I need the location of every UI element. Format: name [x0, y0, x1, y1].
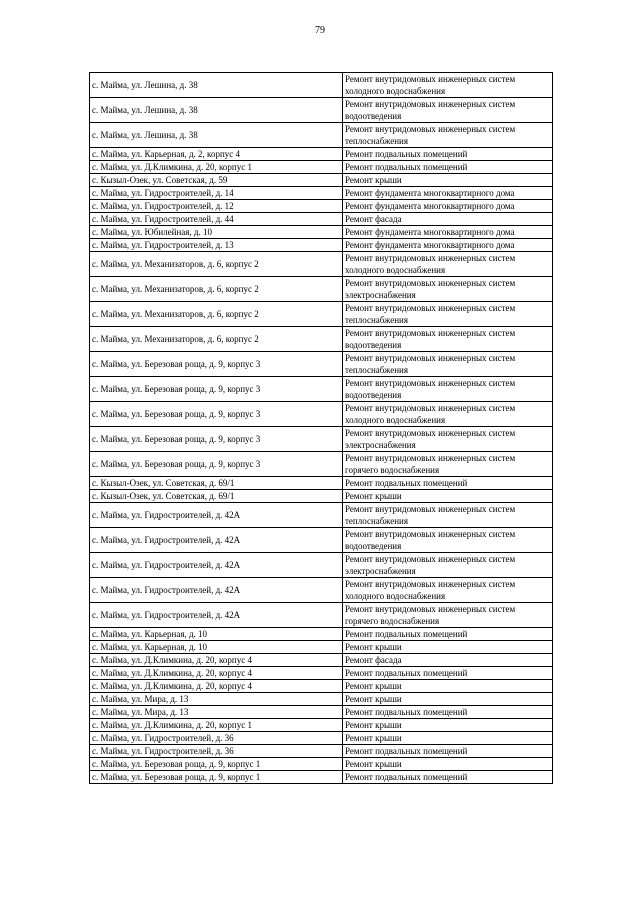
work-type-cell: Ремонт крыши [343, 680, 553, 693]
work-type-cell: Ремонт подвальных помещений [343, 628, 553, 641]
address-cell: с. Майма, ул. Гидростроителей, д. 36 [90, 745, 343, 758]
table-row [90, 706, 553, 719]
table-row [90, 654, 553, 667]
work-type-cell: Ремонт внутридомовых инженерных систем электроснабжения [343, 277, 553, 302]
work-type-cell: Ремонт крыши [343, 693, 553, 706]
table-row [90, 327, 553, 352]
address-cell: с. Майма, ул. Механизаторов, д. 6, корпус 2 [90, 277, 343, 302]
page-number: 79 [315, 25, 325, 36]
table-row [90, 578, 553, 603]
address-cell: с. Кызыл-Озек, ул. Советская, д. 59 [90, 174, 343, 187]
work-type-cell: Ремонт внутридомовых инженерных систем электроснабжения [343, 427, 553, 452]
work-type-cell: Ремонт подвальных помещений [343, 148, 553, 161]
address-cell: с. Майма, ул. Карьерная, д. 10 [90, 641, 343, 654]
work-type-cell: Ремонт фундамента многоквартирного дома [343, 200, 553, 213]
work-type-cell: Ремонт подвальных помещений [343, 477, 553, 490]
table-row [90, 528, 553, 553]
address-cell: с. Майма, ул. Гидростроителей, д. 44 [90, 213, 343, 226]
table-row [90, 352, 553, 377]
work-type-cell: Ремонт фундамента многоквартирного дома [343, 226, 553, 239]
work-type-cell: Ремонт внутридомовых инженерных систем холодного водоснабжения [343, 578, 553, 603]
table-row [90, 200, 553, 213]
table-row [90, 427, 553, 452]
address-cell: с. Майма, ул. Гидростроителей, д. 42А [90, 528, 343, 553]
table-row [90, 667, 553, 680]
work-type-cell: Ремонт внутридомовых инженерных систем водоотведения [343, 98, 553, 123]
table-row [90, 503, 553, 528]
address-cell: с. Майма, ул. Д.Климкина, д. 20, корпус 4 [90, 680, 343, 693]
work-type-cell: Ремонт крыши [343, 174, 553, 187]
table-row [90, 745, 553, 758]
table-row [90, 174, 553, 187]
table-row [90, 553, 553, 578]
address-cell: с. Майма, ул. Механизаторов, д. 6, корпус 2 [90, 302, 343, 327]
address-cell: с. Майма, ул. Механизаторов, д. 6, корпус 2 [90, 252, 343, 277]
work-type-cell: Ремонт внутридомовых инженерных систем водоотведения [343, 528, 553, 553]
table-row [90, 98, 553, 123]
work-type-cell: Ремонт внутридомовых инженерных систем теплоснабжения [343, 503, 553, 528]
work-type-cell: Ремонт крыши [343, 732, 553, 745]
table-row [90, 239, 553, 252]
work-type-cell: Ремонт фундамента многоквартирного дома [343, 239, 553, 252]
table-row [90, 680, 553, 693]
table-row [90, 187, 553, 200]
table-row [90, 213, 553, 226]
work-type-cell: Ремонт внутридомовых инженерных систем теплоснабжения [343, 123, 553, 148]
table-row [90, 277, 553, 302]
work-type-cell: Ремонт фасада [343, 213, 553, 226]
table-row [90, 758, 553, 771]
table-row [90, 252, 553, 277]
work-type-cell: Ремонт внутридомовых инженерных систем теплоснабжения [343, 352, 553, 377]
table-row [90, 302, 553, 327]
table-row [90, 226, 553, 239]
address-cell: с. Майма, ул. Мира, д. 13 [90, 693, 343, 706]
address-cell: с. Майма, ул. Д.Климкина, д. 20, корпус 4 [90, 654, 343, 667]
table-row [90, 641, 553, 654]
work-type-cell: Ремонт внутридомовых инженерных систем водоотведения [343, 327, 553, 352]
work-type-cell: Ремонт фундамента многоквартирного дома [343, 187, 553, 200]
address-cell: с. Майма, ул. Карьерная, д. 2, корпус 4 [90, 148, 343, 161]
table-row [90, 402, 553, 427]
table-row [90, 377, 553, 402]
address-cell: с. Майма, ул. Гидростроителей, д. 42А [90, 503, 343, 528]
table-row [90, 490, 553, 503]
work-type-cell: Ремонт внутридомовых инженерных систем электроснабжения [343, 553, 553, 578]
work-type-cell: Ремонт подвальных помещений [343, 706, 553, 719]
table-row [90, 732, 553, 745]
work-type-cell: Ремонт крыши [343, 641, 553, 654]
address-cell: с. Майма, ул. Д.Климкина, д. 20, корпус 1 [90, 719, 343, 732]
address-cell: с. Майма, ул. Гидростроителей, д. 36 [90, 732, 343, 745]
address-cell: с. Майма, ул. Д.Климкина, д. 20, корпус 1 [90, 161, 343, 174]
address-cell: с. Майма, ул. Гидростроителей, д. 42А [90, 603, 343, 628]
address-cell: с. Майма, ул. Юбилейная, д. 10 [90, 226, 343, 239]
address-cell: с. Майма, ул. Лешина, д. 38 [90, 123, 343, 148]
work-type-cell: Ремонт подвальных помещений [343, 771, 553, 784]
address-cell: с. Кызыл-Озек, ул. Советская, д. 69/1 [90, 490, 343, 503]
table-row [90, 123, 553, 148]
work-type-cell: Ремонт крыши [343, 490, 553, 503]
address-cell: с. Майма, ул. Лешина, д. 38 [90, 73, 343, 98]
address-cell: с. Майма, ул. Березовая роща, д. 9, корпус 3 [90, 427, 343, 452]
address-cell: с. Майма, ул. Березовая роща, д. 9, корпус 3 [90, 402, 343, 427]
work-type-cell: Ремонт крыши [343, 758, 553, 771]
address-cell: с. Майма, ул. Гидростроителей, д. 42А [90, 578, 343, 603]
table-row [90, 719, 553, 732]
address-cell: с. Майма, ул. Гидростроителей, д. 12 [90, 200, 343, 213]
work-type-cell: Ремонт подвальных помещений [343, 161, 553, 174]
table-row [90, 452, 553, 477]
address-cell: с. Майма, ул. Березовая роща, д. 9, корпус 1 [90, 771, 343, 784]
work-type-cell: Ремонт внутридомовых инженерных систем холодного водоснабжения [343, 73, 553, 98]
table-row [90, 477, 553, 490]
table-row [90, 161, 553, 174]
address-cell: с. Майма, ул. Лешина, д. 38 [90, 98, 343, 123]
address-cell: с. Майма, ул. Березовая роща, д. 9, корпус 3 [90, 377, 343, 402]
table-row [90, 73, 553, 98]
work-type-cell: Ремонт внутридомовых инженерных систем холодного водоснабжения [343, 402, 553, 427]
address-cell: с. Майма, ул. Механизаторов, д. 6, корпус 2 [90, 327, 343, 352]
work-type-cell: Ремонт фасада [343, 654, 553, 667]
repair-works-table [89, 72, 553, 784]
address-cell: с. Майма, ул. Березовая роща, д. 9, корпус 3 [90, 452, 343, 477]
table-row [90, 603, 553, 628]
address-cell: с. Майма, ул. Мира, д. 13 [90, 706, 343, 719]
work-type-cell: Ремонт внутридомовых инженерных систем водоотведения [343, 377, 553, 402]
address-cell: с. Майма, ул. Гидростроителей, д. 13 [90, 239, 343, 252]
table-row [90, 693, 553, 706]
address-cell: с. Майма, ул. Березовая роща, д. 9, корпус 1 [90, 758, 343, 771]
address-cell: с. Майма, ул. Карьерная, д. 10 [90, 628, 343, 641]
work-type-cell: Ремонт подвальных помещений [343, 745, 553, 758]
address-cell: с. Майма, ул. Гидростроителей, д. 14 [90, 187, 343, 200]
work-type-cell: Ремонт подвальных помещений [343, 667, 553, 680]
address-cell: с. Майма, ул. Березовая роща, д. 9, корпус 3 [90, 352, 343, 377]
table-body [90, 73, 553, 784]
work-type-cell: Ремонт внутридомовых инженерных систем горячего водоснабжения [343, 452, 553, 477]
address-cell: с. Майма, ул. Гидростроителей, д. 42А [90, 553, 343, 578]
work-type-cell: Ремонт внутридомовых инженерных систем горячего водоснабжения [343, 603, 553, 628]
work-type-cell: Ремонт внутридомовых инженерных систем холодного водоснабжения [343, 252, 553, 277]
work-type-cell: Ремонт крыши [343, 719, 553, 732]
table-row [90, 148, 553, 161]
work-type-cell: Ремонт внутридомовых инженерных систем теплоснабжения [343, 302, 553, 327]
table-row [90, 628, 553, 641]
address-cell: с. Кызыл-Озек, ул. Советская, д. 69/1 [90, 477, 343, 490]
table-row [90, 771, 553, 784]
address-cell: с. Майма, ул. Д.Климкина, д. 20, корпус 4 [90, 667, 343, 680]
